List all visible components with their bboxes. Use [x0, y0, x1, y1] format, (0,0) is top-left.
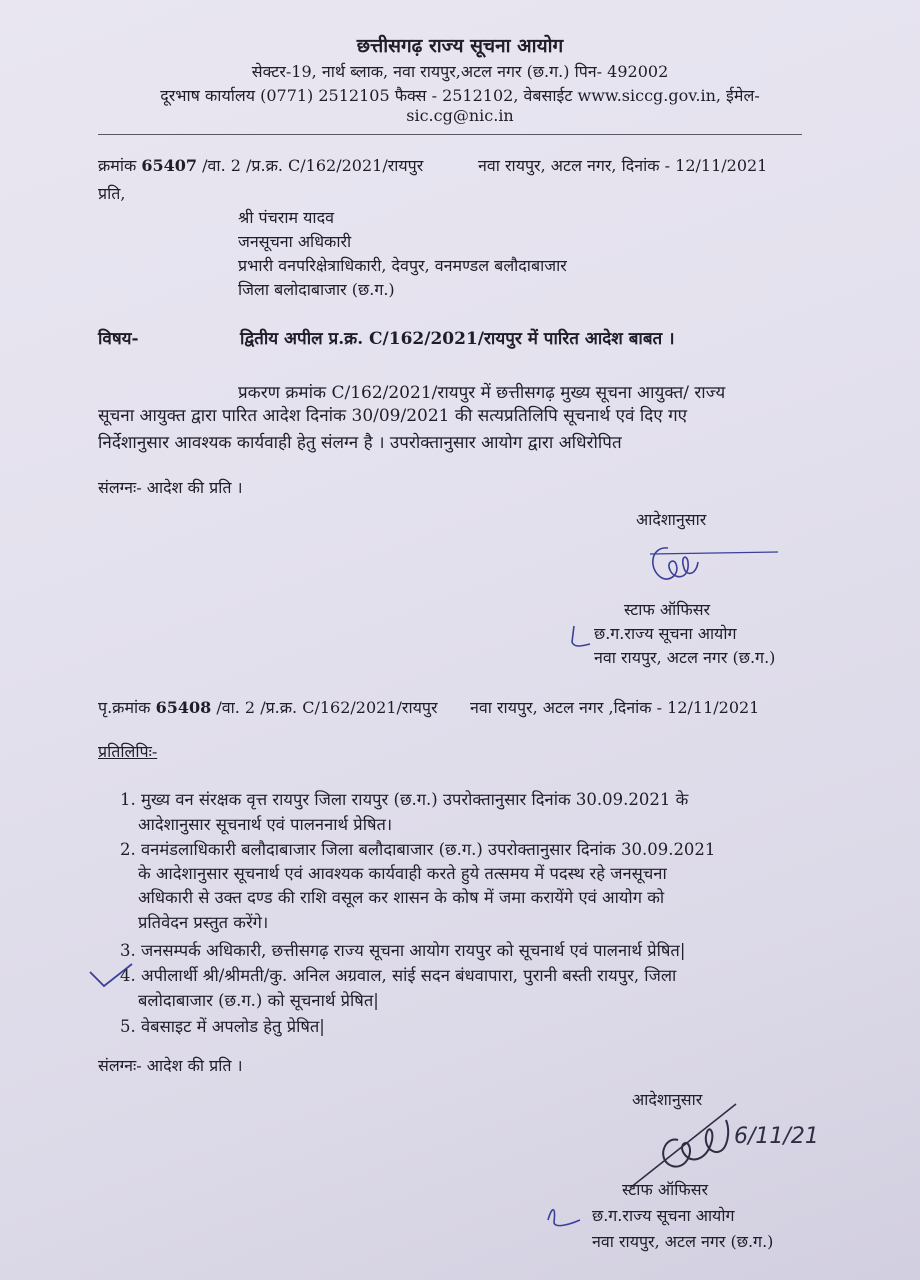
letter1-place-date: नवा रायपुर, अटल नगर, दिनांक - 12/11/2021	[478, 156, 768, 175]
list-item: 1. मुख्य वन संरक्षक वृत्त रायपुर जिला रायपुर (छ.ग.) उपरोक्तानुसार दिनांक 30.09.2021 के	[120, 790, 689, 809]
recipient-line: जनसूचना अधिकारी	[238, 232, 352, 251]
handwritten-date: 6/11/21	[734, 1124, 819, 1149]
subject-text: द्वितीय अपील प्र.क्र. C/162/2021/रायपुर में पारित आदेश बाबत ।	[240, 329, 675, 349]
letterhead-title: छत्तीसगढ़ राज्य सूचना आयोग	[356, 35, 564, 57]
recipient-line: प्रभारी वनपरिक्षेत्राधिकारी, देवपुर, वनमण्डल बलौदाबाजार	[238, 256, 567, 275]
tick-mark-icon	[544, 1200, 584, 1230]
body-line: सूचना आयुक्त द्वारा पारित आदेश दिनांक 30/09/2021 की सत्यप्रतिलिपि सूचनार्थ एवं दिए गए	[98, 406, 688, 426]
letter1-sign-place: नवा रायपुर, अटल नगर (छ.ग.)	[594, 648, 776, 667]
letterhead-address: सेक्टर-19, नार्थ ब्लाक, नवा रायपुर,अटल नगर (छ.ग.) पिन- 492002	[251, 62, 669, 81]
list-item: 3. जनसम्पर्क अधिकारी, छत्तीसगढ़ राज्य सूचना आयोग रायपुर को सूचनार्थ एवं पालनार्थ प्रेषित|	[120, 941, 686, 960]
copy-to-label: प्रतिलिपिः-	[98, 742, 158, 761]
letter1-enclosure: संलग्नः- आदेश की प्रति ।	[98, 478, 243, 497]
letter2-reference: पृ.क्रमांक 65408 /वा. 2 /प्र.क्र. C/162/2021/रायपुर	[98, 698, 438, 717]
list-item: प्रतिवेदन प्रस्तुत करेंगे।	[138, 913, 269, 932]
list-item: 5. वेबसाइट में अपलोड हेतु प्रेषित|	[120, 1017, 325, 1036]
tick-mark-icon	[86, 962, 136, 992]
letter1-sign-office: छ.ग.राज्य सूचना आयोग	[594, 624, 737, 643]
letter2-by-order: आदेशानुसार	[632, 1090, 703, 1109]
letter1-to-label: प्रति,	[98, 184, 126, 203]
subject-label: विषय-	[98, 329, 139, 349]
signature-icon	[640, 540, 780, 590]
letterhead-divider	[98, 134, 802, 135]
letter2-sign-place: नवा रायपुर, अटल नगर (छ.ग.)	[592, 1232, 774, 1251]
letter2-sign-designation: स्टाफ ऑफिसर	[622, 1180, 709, 1199]
letter2-enclosure: संलग्नः- आदेश की प्रति ।	[98, 1056, 243, 1075]
list-item: आदेशानुसार सूचनार्थ एवं पालननार्थ प्रेषित।	[138, 815, 393, 834]
list-item: के आदेशानुसार सूचनार्थ एवं आवश्यक कार्यवाही करते हुये तत्समय में पदस्थ रहे जनसूचना	[138, 864, 667, 883]
list-item: अधिकारी से उक्त दण्ड की राशि वसूल कर शासन के कोष में जमा करायेंगे एवं आयोग को	[138, 888, 665, 907]
letter1-sign-designation: स्टाफ ऑफिसर	[624, 600, 711, 619]
letter1-by-order: आदेशानुसार	[636, 510, 707, 529]
list-item: 2. वनमंडलाधिकारी बलौदाबाजार जिला बलौदाबाजार (छ.ग.) उपरोक्तानुसार दिनांक 30.09.2021	[120, 840, 716, 859]
letter2-place-date: नवा रायपुर, अटल नगर ,दिनांक - 12/11/2021	[470, 698, 760, 717]
body-line: प्रकरण क्रमांक C/162/2021/रायपुर में छत्तीसगढ़ मुख्य सूचना आयुक्त/ राज्य	[238, 383, 726, 403]
letterhead-contact: दूरभाष कार्यालय (0771) 2512105 फैक्स - 2512102, वेबसाईट www.siccg.gov.in, ईमेल-	[160, 86, 760, 105]
recipient-line: जिला बलोदाबाजार (छ.ग.)	[238, 280, 395, 299]
recipient-line: श्री पंचराम यादव	[238, 208, 334, 227]
letter1-reference: क्रमांक 65407 /वा. 2 /प्र.क्र. C/162/2021/रायपुर	[98, 156, 424, 175]
letterhead-email: sic.cg@nic.in	[406, 106, 514, 125]
list-item: 4. अपीलार्थी श्री/श्रीमती/कु. अनिल अग्रवाल, सांई सदन बंधवापारा, पुरानी बस्ती रायपुर, जिला	[120, 966, 677, 985]
body-line: निर्देशानुसार आवश्यक कार्यवाही हेतु संलग्न है । उपरोक्तानुसार आयोग द्वारा अधिरोपित	[98, 433, 622, 453]
tick-mark-icon	[566, 622, 596, 652]
list-item: बलोदाबाजार (छ.ग.) को सूचनार्थ प्रेषित|	[138, 991, 379, 1010]
letter2-sign-office: छ.ग.राज्य सूचना आयोग	[592, 1206, 735, 1225]
